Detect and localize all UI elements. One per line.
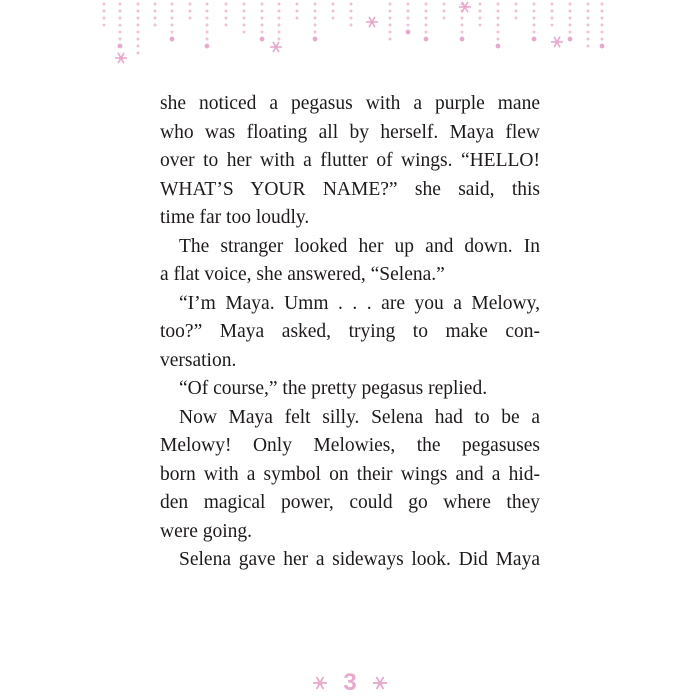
text-line: who was floating all by herself. Maya flew <box>160 121 540 143</box>
snowflake-flower-icon <box>371 674 389 692</box>
snowflake-flower-icon <box>311 674 329 692</box>
text-line: Melowy! Only Melowies, the pegasuses <box>160 435 540 456</box>
text-line: she noticed a pegasus with a purple mane <box>160 93 540 114</box>
page-footer <box>0 668 700 698</box>
top-decorative-border <box>0 0 700 84</box>
text-line: too?” Maya asked, trying to make con- <box>160 321 540 342</box>
text-line: over to her with a flutter of wings. “HELLO! <box>160 150 540 171</box>
text-line: were going. <box>160 520 253 542</box>
text-line: versation. <box>160 349 237 371</box>
body-text <box>160 90 540 575</box>
dotted-garland-strands <box>103 3 604 55</box>
text-line: den magical power, could go where they <box>160 492 540 513</box>
text-line: “I’m Maya. Umm . . . are you a Melowy, <box>179 292 540 314</box>
text-line: Now Maya felt silly. Selena had to be a <box>179 406 540 428</box>
text-line: The stranger looked her up and down. In <box>179 235 540 257</box>
snowflake-flower-ornaments <box>115 2 563 63</box>
border-bead-accents <box>118 30 605 49</box>
page-number: 3 <box>343 669 357 696</box>
text-line: “Of course,” the pretty pegasus replied. <box>179 378 488 399</box>
text-line: born with a symbol on their wings and a hid- <box>160 463 540 485</box>
text-line: WHAT’S YOUR NAME?” she said, this <box>160 178 540 200</box>
text-line: Selena gave her a sideways look. Did Maya <box>179 549 540 570</box>
text-line: time far too loudly. <box>160 207 310 228</box>
text-line: a flat voice, she answered, “Selena.” <box>160 264 445 285</box>
